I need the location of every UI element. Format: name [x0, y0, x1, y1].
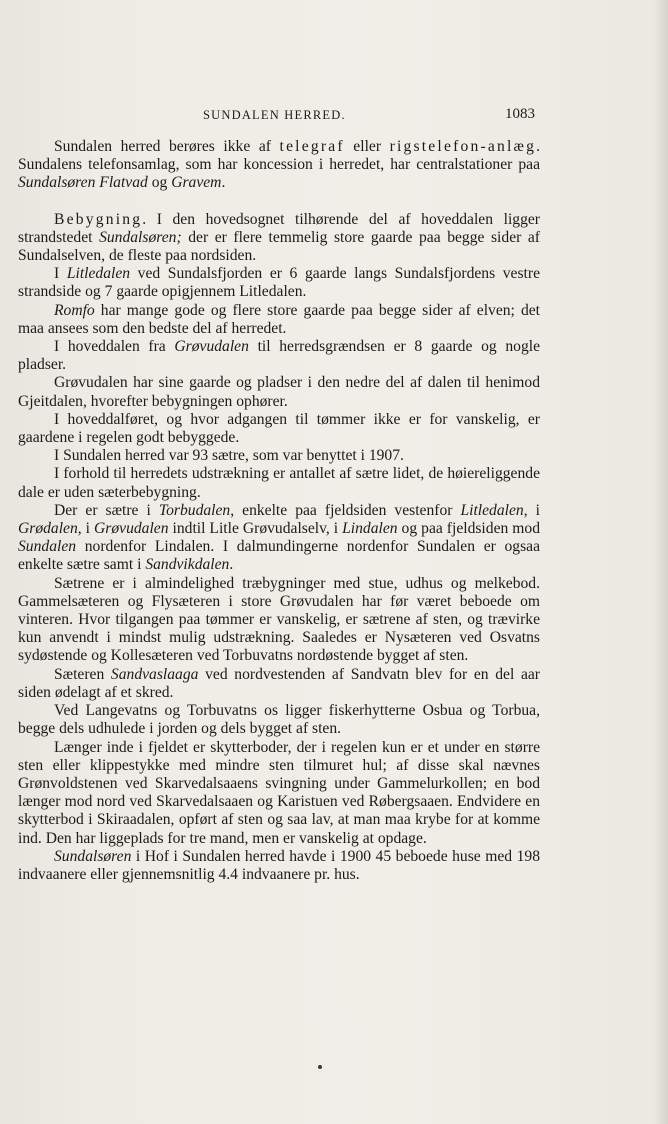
text-run: til herredsgrændsen er 8 gaarde og nogle pladser.: [18, 338, 540, 374]
text-run: Grøvudalen har sine gaarde og pladser i den nedre del af dalen til henimod Gjeitdalen, hvorefter bebygningen ophører.: [18, 374, 540, 410]
paragraph: [18, 739, 540, 848]
text-run: Sundalen herred berøres ikke af: [54, 138, 280, 155]
paragraph: [18, 447, 540, 465]
paragraph: [18, 848, 540, 884]
text-run: , enkelte paa fjeldsiden vestenfor: [230, 501, 461, 519]
header-title: SUNDALEN HERRED.: [203, 108, 346, 122]
italic-name: Sandvikdalen: [145, 556, 230, 574]
paragraph: [18, 338, 540, 374]
paragraph: [18, 265, 540, 301]
text-run: eller: [344, 138, 390, 155]
italic-name: Flatvad: [99, 174, 148, 192]
italic-name: Grødalen: [18, 520, 78, 538]
paragraph: [18, 502, 540, 575]
text-run: der er flere temmelig store gaarde paa begge sider af Sundalselven, de fleste paa nordsiden.: [18, 228, 540, 265]
body-text: [18, 138, 540, 884]
paragraph: [18, 575, 540, 666]
text-run: Længer inde i fjeldet er skytterboder, der i regelen kun er et under en større sten eller klippestykke med mindre sten tilmuret hul; af disse skal nævnes Grønvoldstenen ved Skarvedalsaaens svingning under Gammelurkollen; en bod længer mod nord ved Skarvedalsaaen og Karistuen ved Røbergsaaen. Endvidere en skytterbod i Skiraadalen, opført af sten og saa lav, at man maa krybe for at komme ind. Den har liggeplads for tre mand, men er vanskelig at opdage.: [18, 738, 540, 847]
text-run: , i: [77, 520, 95, 538]
text-run: ved Sundalsfjorden er 6 gaarde langs Sundalsfjordens vestre strandside og 7 gaarde opigjennem Litledalen.: [18, 265, 540, 301]
page-edge-shadow: [654, 0, 668, 1124]
text-run: I hoveddalen fra: [54, 338, 175, 356]
spaced-word: Bebygning: [54, 210, 143, 228]
text-run: I: [54, 265, 67, 283]
text-run: . Sundalens telefonsamlag, som har koncession i herredet, har centralstationer paa: [18, 138, 541, 174]
italic-name: Sundalsøren;: [99, 228, 182, 246]
text-run: .: [221, 174, 226, 192]
running-header: [0, 106, 668, 126]
paragraph: [18, 666, 540, 702]
italic-name: Grøvudalen: [94, 520, 169, 538]
italic-name: Romfo: [54, 301, 95, 319]
text-run: i Hof i Sundalen herred havde i 1900 45 beboede huse med 198 indvaanere eller gjennemsnitlig 4.4 indvaanere pr. hus.: [18, 847, 540, 883]
text-run: Sæteren: [54, 665, 111, 683]
paragraph: [18, 302, 540, 338]
text-run: Der er sætre i: [54, 501, 159, 519]
italic-name: Sundalsøren: [54, 847, 132, 865]
text-run: . I den hovedsognet tilhørende del af hoveddalen ligger strandstedet: [18, 210, 540, 246]
paragraph: [18, 702, 540, 738]
text-run: og: [147, 174, 172, 192]
text-run: Ved Langevatns og Torbuvatns os ligger fiskerhytterne Osbua og Torbua, begge dels udhulede i jorden og dels bygget af sten.: [18, 702, 540, 738]
spaced-word: telegraf: [279, 138, 345, 155]
paragraph: [18, 465, 540, 501]
italic-name: Sandvaslaaga: [110, 665, 199, 683]
italic-name: Lindalen: [342, 520, 398, 538]
text-run: .: [229, 556, 234, 574]
page-number: 1083: [505, 106, 535, 122]
text-run: nordenfor Lindalen. I dalmundingerne nordenfor Sundalen er ogsaa enkelte sætre samt i: [18, 538, 540, 574]
italic-name: Gravem: [171, 174, 222, 192]
italic-name: Grøvudalen: [174, 338, 249, 356]
text-run: Sætrene er i almindelighed træbygninger med stue, udhus og melkebod. Gammelsæteren og Flysæteren i store Grøvudalen har før været beboede om vinteren. Hvor tilgangen paa tømmer er vanskelig, er sætrene af sten, og trævirke kun anvendt i mindst mulig udstrækning. Saaledes er Nysæteren ved Osvatns sydøstende og Kollesæteren ved Torbuvatns nordøstende bygget af sten.: [18, 574, 540, 665]
text-run: I Sundalen herred var 93 sætre, som var benyttet i 1907.: [54, 447, 404, 465]
paragraph: [18, 374, 540, 410]
italic-name: Litledalen: [66, 265, 131, 283]
text-run: ved nordvestenden af Sandvatn blev for en del aar siden ødelagt af et skred.: [18, 665, 540, 701]
italic-name: Litledalen: [460, 501, 524, 519]
italic-name: Sundalsøren: [18, 174, 96, 192]
spaced-word: rigstelefon-anlæg: [389, 138, 537, 155]
paragraph: [18, 411, 540, 447]
paragraph: [18, 211, 540, 266]
text-run: indtil Litle Grøvudalselv, i: [168, 520, 343, 538]
text-run: I forhold til herredets udstrækning er antallet af sætre lidet, de høiereliggende dale er uden sæterbebygning.: [18, 465, 540, 501]
text-run: har mange gode og flere store gaarde paa begge sider af elven; det maa ansees som den bedste del af herredet.: [18, 301, 540, 337]
text-run: , i: [523, 501, 540, 519]
paragraph: [18, 138, 540, 193]
italic-name: Torbudalen: [158, 501, 231, 519]
printed-dot: [318, 1065, 322, 1069]
italic-name: Sundalen: [18, 538, 77, 556]
text-run: og paa fjeldsiden mod: [397, 520, 541, 538]
text-run: I hoveddalføret, og hvor adgangen til tømmer ikke er for vanskelig, er gaardene i regelen godt bebyggede.: [18, 410, 540, 447]
